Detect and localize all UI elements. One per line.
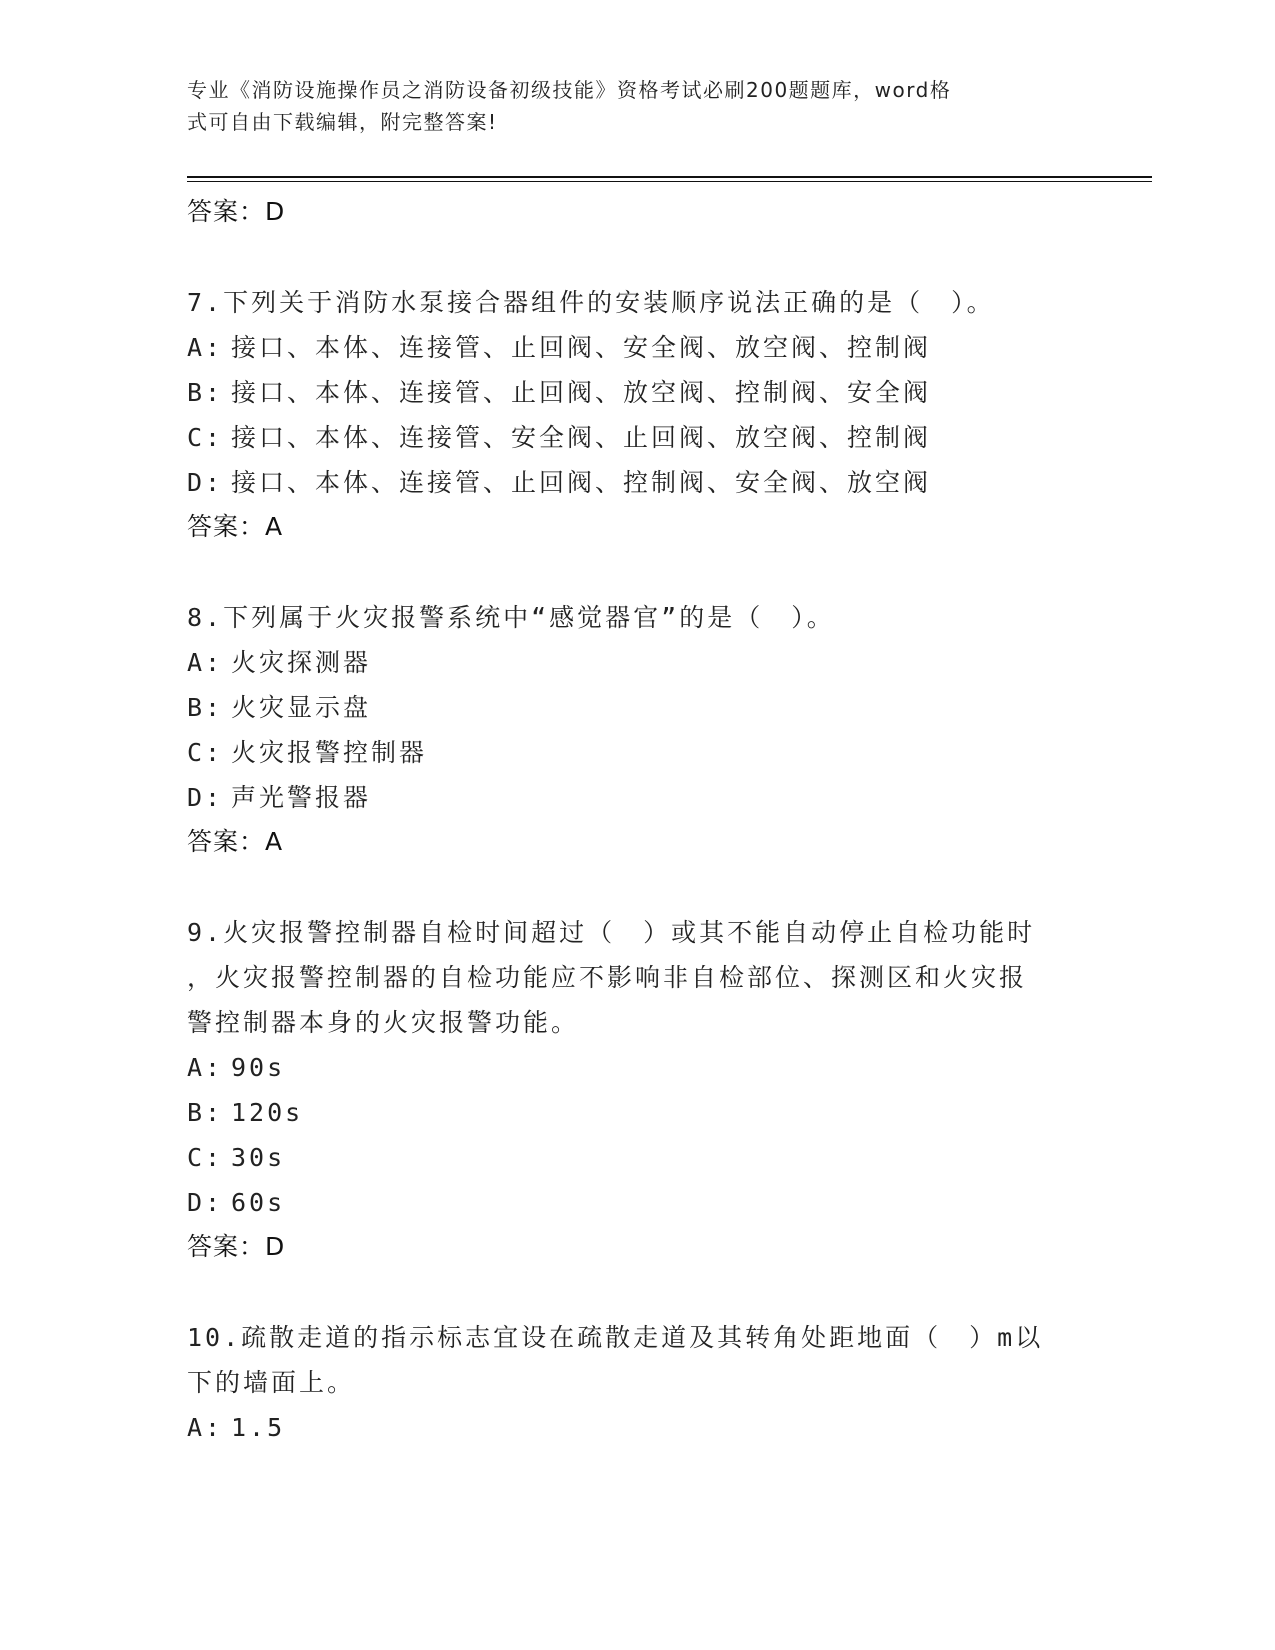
option-b: [187, 370, 1067, 415]
option-c: [187, 415, 1067, 460]
option-d: [187, 460, 1067, 505]
option-text: 接口、本体、连接管、止回阀、放空阀、控制阀、安全阀: [231, 378, 932, 407]
option-letter: C:: [187, 423, 224, 452]
question-stem-line: ，火灾报警控制器的自检功能应不影响非自检部位、探测区和火灾报: [187, 963, 1028, 992]
option-d: [187, 775, 1067, 820]
option-letter: C:: [187, 1143, 224, 1172]
question-stem: [187, 1315, 1067, 1405]
header-divider-thick: [187, 176, 1152, 178]
option-text: 60s: [231, 1188, 286, 1217]
option-letter: A:: [187, 648, 224, 677]
option-letter: B:: [187, 693, 224, 722]
question-stem-line: 9.火灾报警控制器自检时间超过（ ）或其不能自动停止自检功能时: [187, 918, 1036, 947]
question-list: [187, 190, 1067, 1450]
question-stem-line: 10.疏散走道的指示标志宜设在疏散走道及其转角处距地面（ ）m以: [187, 1323, 1044, 1352]
question-block: [187, 595, 1067, 864]
header-line-1: 专业《消防设施操作员之消防设备初级技能》资格考试必刷200题题库，word格: [187, 78, 952, 102]
question-block: [187, 280, 1067, 549]
question-block: [187, 1315, 1067, 1450]
option-a: [187, 325, 1067, 370]
option-text: 1.5: [231, 1413, 286, 1442]
option-letter: C:: [187, 738, 224, 767]
question-stem: 8.下列属于火灾报警系统中“感觉器官”的是（ ）。: [187, 603, 835, 632]
option-text: 火灾探测器: [231, 648, 372, 677]
option-b: [187, 1090, 1067, 1135]
header-line-2: 式可自由下载编辑，附完整答案!: [187, 110, 498, 134]
option-c: [187, 730, 1067, 775]
question-stem-line: 警控制器本身的火灾报警功能。: [187, 1008, 580, 1037]
option-text: 火灾显示盘: [231, 693, 372, 722]
option-d: [187, 1180, 1067, 1225]
option-letter: D:: [187, 783, 224, 812]
question-stem-line: 下的墙面上。: [187, 1368, 356, 1397]
option-letter: A:: [187, 1053, 224, 1082]
answer-line: 答案：A: [187, 827, 284, 856]
option-letter: D:: [187, 1188, 224, 1217]
option-letter: A:: [187, 333, 224, 362]
header-divider-thin: [187, 181, 1152, 182]
option-text: 接口、本体、连接管、安全阀、止回阀、放空阀、控制阀: [231, 423, 932, 452]
question-stem: [187, 910, 1067, 1045]
option-b: [187, 685, 1067, 730]
option-text: 120s: [231, 1098, 304, 1127]
answer-line: 答案：D: [187, 1232, 286, 1261]
question-block: [187, 910, 1067, 1269]
option-a: [187, 1405, 1067, 1450]
option-text: 30s: [231, 1143, 286, 1172]
option-a: [187, 640, 1067, 685]
option-letter: B:: [187, 378, 224, 407]
answer-line: 答案：D: [187, 197, 286, 226]
answer-line: 答案：A: [187, 512, 284, 541]
option-text: 接口、本体、连接管、止回阀、安全阀、放空阀、控制阀: [231, 333, 932, 362]
option-text: 90s: [231, 1053, 286, 1082]
document-header: [187, 74, 1067, 138]
option-text: 声光警报器: [231, 783, 372, 812]
option-text: 火灾报警控制器: [231, 738, 428, 767]
option-letter: A:: [187, 1413, 224, 1442]
option-text: 接口、本体、连接管、止回阀、控制阀、安全阀、放空阀: [231, 468, 932, 497]
option-a: [187, 1045, 1067, 1090]
option-c: [187, 1135, 1067, 1180]
question-stem: 7.下列关于消防水泵接合器组件的安装顺序说法正确的是（ ）。: [187, 288, 995, 317]
option-letter: B:: [187, 1098, 224, 1127]
option-letter: D:: [187, 468, 224, 497]
